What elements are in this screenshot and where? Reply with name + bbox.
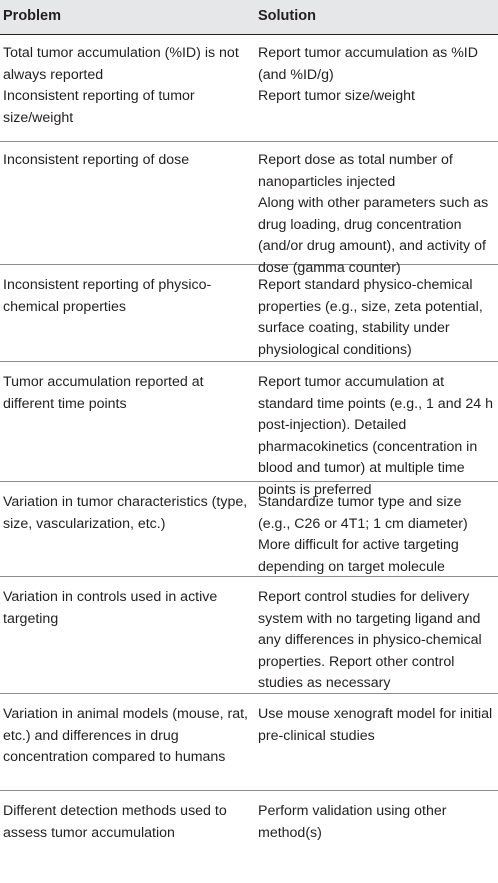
solution-text: Report standard physico-chemical properties (e.g., size, zeta potential, surface coating, stability under physiological conditions) <box>258 277 483 358</box>
table-row <box>0 577 498 694</box>
solution-cell <box>254 265 498 361</box>
table-row <box>0 35 498 142</box>
problem-text: Variation in tumor characteristics (type, size, vascularization, etc.) <box>3 494 248 532</box>
problem-text: Inconsistent reporting of tumor size/weight <box>3 88 195 126</box>
problem-cell <box>0 694 254 790</box>
solution-text: More difficult for active targeting depending on target molecule <box>258 537 459 575</box>
problem-cell <box>0 142 254 264</box>
table-row <box>0 142 498 276</box>
solution-cell <box>254 791 498 883</box>
solution-text: Report tumor size/weight <box>258 88 415 104</box>
table-row <box>0 362 498 498</box>
solution-cell <box>254 694 498 790</box>
table-row <box>0 482 498 577</box>
table-row <box>0 791 498 883</box>
solution-text: Perform validation using other method(s) <box>258 803 447 841</box>
problem-cell <box>0 265 254 361</box>
problem-text: Total tumor accumulation (%ID) is not always reported <box>3 45 239 83</box>
solution-text: Along with other parameters such as drug loading, drug concentration (and/or drug amount), and activity of dose (gamma counter) <box>258 195 489 276</box>
problem-column-header: Problem <box>3 8 62 25</box>
solution-text: Report dose as total number of nanoparticles injected <box>258 152 453 190</box>
problem-text: Different detection methods used to assess tumor accumulation <box>3 803 227 841</box>
problem-cell <box>0 577 254 693</box>
solution-cell <box>254 35 498 141</box>
solution-cell <box>254 577 498 693</box>
solution-text: Use mouse xenograft model for initial pre-clinical studies <box>258 706 493 744</box>
problem-text: Tumor accumulation reported at different time points <box>3 374 204 412</box>
problem-text: Inconsistent reporting of physico-chemical properties <box>3 277 212 315</box>
solution-text: Report control studies for delivery system with no targeting ligand and any differences in physico-chemical properties. Report other control studies as necessary <box>258 589 482 691</box>
problem-text: Inconsistent reporting of dose <box>3 152 190 168</box>
table-row <box>0 694 498 791</box>
problem-text: Variation in controls used in active targeting <box>3 589 218 627</box>
problem-cell <box>0 362 254 481</box>
problem-cell <box>0 482 254 576</box>
solution-cell <box>254 142 498 276</box>
problem-cell <box>0 35 254 141</box>
solution-cell <box>254 362 498 498</box>
solution-text: Report tumor accumulation at standard time points (e.g., 1 and 24 h post-injection). Detailed pharmacokinetics (concentration in blood and tumor) at multiple time points is preferred <box>258 374 494 498</box>
table-body <box>0 35 498 883</box>
solution-column-header: Solution <box>258 8 316 25</box>
solution-cell <box>254 482 498 576</box>
table-header <box>0 0 498 35</box>
solution-text: Report tumor accumulation as %ID (and %ID/g) <box>258 45 478 83</box>
solution-text: Standardize tumor type and size (e.g., C26 or 4T1; 1 cm diameter) <box>258 494 468 532</box>
problem-cell <box>0 791 254 883</box>
problem-text: Variation in animal models (mouse, rat, etc.) and differences in drug concentration compared to humans <box>3 706 248 765</box>
table-row <box>0 265 498 362</box>
